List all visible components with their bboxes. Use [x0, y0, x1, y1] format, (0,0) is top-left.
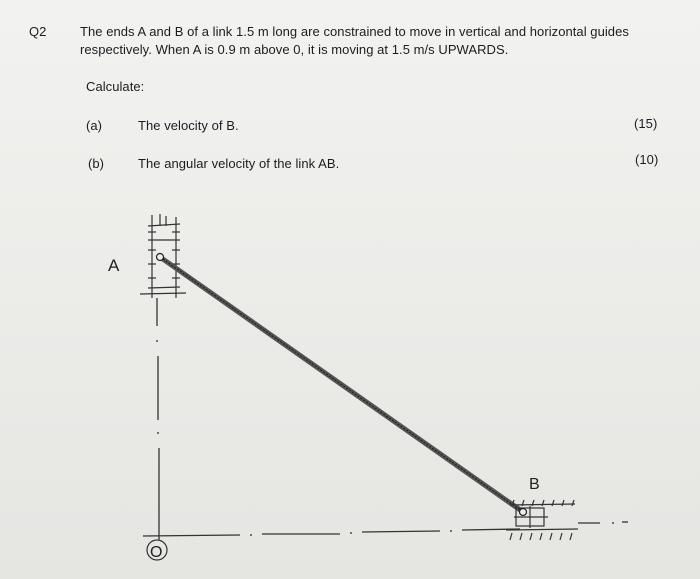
pin-b: [520, 509, 527, 516]
label-o: O: [150, 544, 163, 561]
part-a-marks: (15): [634, 116, 658, 131]
label-a: A: [108, 256, 120, 275]
question-number: Q2: [29, 24, 47, 39]
question-stem-line-2: respectively. When A is 0.9 m above 0, it is moving at 1.5 m/s UPWARDS.: [80, 42, 509, 57]
vertical-guide-line: [157, 298, 159, 540]
part-a-text: The velocity of B.: [138, 118, 239, 133]
label-b: B: [529, 476, 540, 493]
question-stem-line-1: The ends A and B of a link 1.5 m long are constrained to move in vertical and horizontal guides: [80, 24, 629, 39]
part-b-text: The angular velocity of the link AB.: [138, 156, 340, 171]
link-ab-edge: [160, 257, 523, 512]
part-b-marks: (10): [635, 152, 659, 167]
part-b-label: (b): [88, 156, 105, 171]
calculate-heading: Calculate:: [86, 79, 145, 94]
pin-a: [157, 254, 164, 261]
part-a-label: (a): [86, 118, 103, 133]
